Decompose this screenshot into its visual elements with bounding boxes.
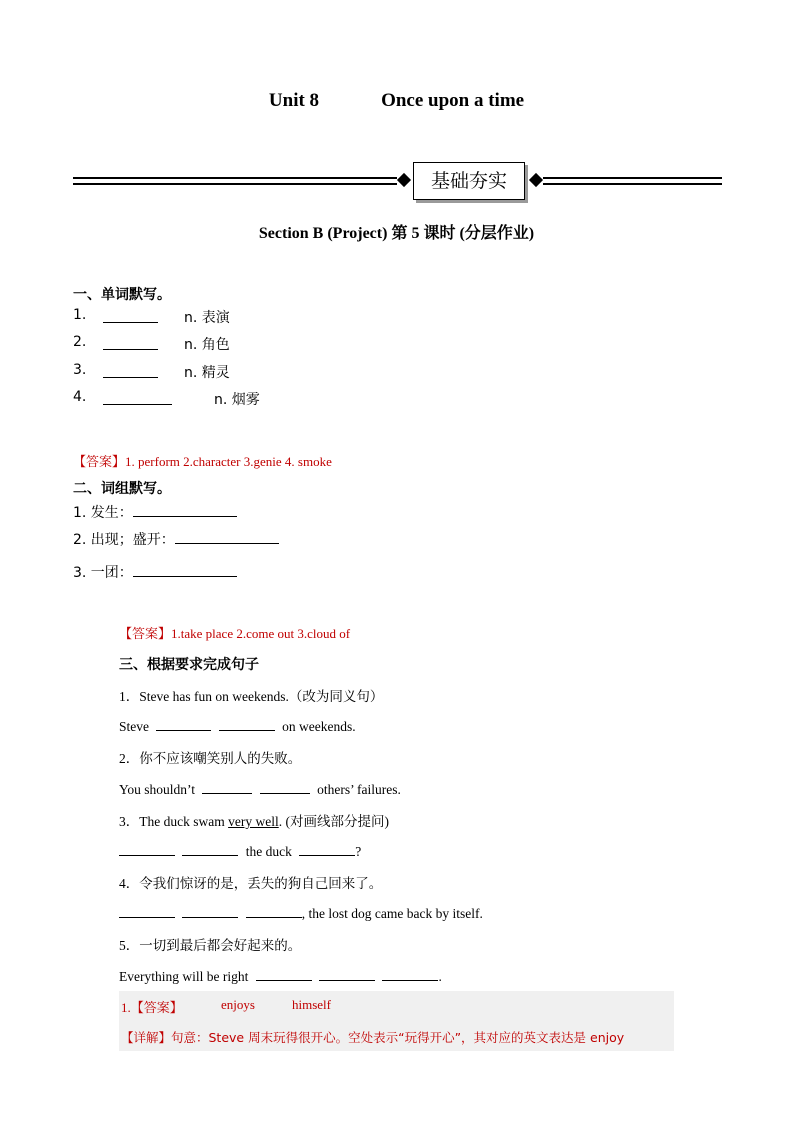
part2-item-1: [73, 502, 237, 522]
question-1-prompt: 1．Steve has fun on weekends.（改为同义句）: [119, 689, 384, 704]
item-definition: n. 精灵: [184, 365, 230, 381]
prompt-instruction: . (对画线部分提问): [278, 814, 389, 829]
solution-detail: 【详解】句意：Steve 周末玩得很开心。空处表示“玩得开心”，其对应的英文表达是 enjoy: [121, 1030, 625, 1045]
diamond-icon-right: [529, 173, 543, 187]
answer-blank[interactable]: [182, 903, 238, 918]
answer-blank[interactable]: [256, 966, 312, 981]
question-2-line: [119, 779, 401, 798]
part1-header: 一、单词默写。: [73, 287, 171, 303]
item-number: 1.: [73, 307, 87, 323]
answer-text: 1. perform 2.character 3.genie 4. smoke: [125, 454, 332, 469]
answer-blank[interactable]: [319, 966, 375, 981]
page-title: [0, 90, 793, 112]
part2-answer: [119, 623, 350, 642]
answer-blank[interactable]: [119, 903, 175, 918]
sentence-start: Steve: [119, 719, 149, 734]
solution-answer-1: enjoys: [221, 997, 255, 1012]
question-4-line: [119, 903, 483, 922]
sentence-end: on weekends.: [282, 719, 356, 734]
divider-line-left-top: [73, 177, 397, 179]
answer-blank[interactable]: [156, 716, 211, 731]
sentence-middle: the duck: [245, 844, 292, 859]
item-definition: n. 表演: [184, 310, 230, 326]
section-title: Section B (Project) 第 5 课时 (分层作业): [258, 225, 535, 242]
answer-blank[interactable]: [175, 529, 279, 544]
sentence-start: Everything will be right: [119, 969, 249, 984]
sentence-end: , the lost dog came back by itself.: [301, 906, 483, 921]
part2-header: 二、词组默写。: [73, 481, 171, 497]
item-number: 2.: [73, 334, 87, 350]
part2-item-3: [73, 562, 237, 582]
answer-blank[interactable]: [182, 841, 238, 856]
sentence-start: You shouldn’t: [119, 782, 196, 797]
item-label: 2. 出现；盛开：: [73, 532, 175, 548]
answer-blank[interactable]: [103, 390, 172, 405]
answer-blank[interactable]: [133, 562, 237, 577]
sentence-end: .: [438, 969, 442, 984]
solution-label: 1.【答案】: [121, 1000, 183, 1015]
part1-item-3: [73, 362, 86, 378]
answer-blank[interactable]: [103, 308, 158, 323]
item-definition: n. 角色: [184, 337, 230, 353]
item-label: 3. 一团：: [73, 565, 133, 581]
question-5-prompt: 5．一切到最后都会好起来的。: [119, 938, 302, 953]
item-label: 1. 发生：: [73, 505, 133, 521]
part1-item-2: [73, 334, 86, 350]
item-definition: n. 烟雾: [214, 392, 260, 408]
underlined-phrase: very well: [228, 814, 279, 829]
answer-blank[interactable]: [103, 335, 158, 350]
diamond-icon-left: [397, 173, 411, 187]
answer-blank[interactable]: [382, 966, 438, 981]
sentence-end: ?: [355, 844, 362, 859]
answer-blank[interactable]: [119, 841, 175, 856]
solution-answer-2: himself: [292, 997, 331, 1012]
item-number: 4.: [73, 389, 87, 405]
answer-blank[interactable]: [246, 903, 302, 918]
sentence-end: others’ failures.: [317, 782, 401, 797]
unit-name: Once upon a time: [381, 90, 525, 111]
unit-label: Unit 8: [268, 90, 320, 111]
answer-text: 1.take place 2.come out 3.cloud of: [171, 626, 351, 641]
answer-blank[interactable]: [103, 363, 158, 378]
section-banner: 基础夯实: [413, 162, 525, 200]
question-2-prompt: 2．你不应该嘲笑别人的失败。: [119, 751, 302, 766]
divider-line-right-bottom: [543, 183, 722, 185]
answer-label: 【答案】: [119, 627, 172, 642]
divider-line-left-bottom: [73, 183, 397, 185]
prompt-text: 3．The duck swam: [119, 814, 229, 829]
question-5-line: [119, 966, 442, 985]
item-number: 3.: [73, 362, 87, 378]
answer-blank[interactable]: [299, 841, 355, 856]
part1-answer: [73, 451, 332, 470]
answer-blank[interactable]: [133, 502, 237, 517]
question-1-line: [119, 716, 356, 735]
answer-blank[interactable]: [260, 779, 310, 794]
part1-item-4: [73, 389, 86, 405]
answer-blank[interactable]: [202, 779, 252, 794]
part2-item-2: [73, 529, 279, 549]
question-3-prompt: [119, 810, 389, 830]
question-3-line: [119, 841, 361, 860]
answer-blank[interactable]: [219, 716, 275, 731]
divider-line-right-top: [543, 177, 722, 179]
question-4-prompt: 4．令我们惊讶的是，丢失的狗自己回来了。: [119, 876, 383, 891]
part3-header: 三、根据要求完成句子: [119, 657, 259, 673]
part1-item-1: [73, 307, 86, 323]
answer-label: 【答案】: [73, 455, 126, 470]
